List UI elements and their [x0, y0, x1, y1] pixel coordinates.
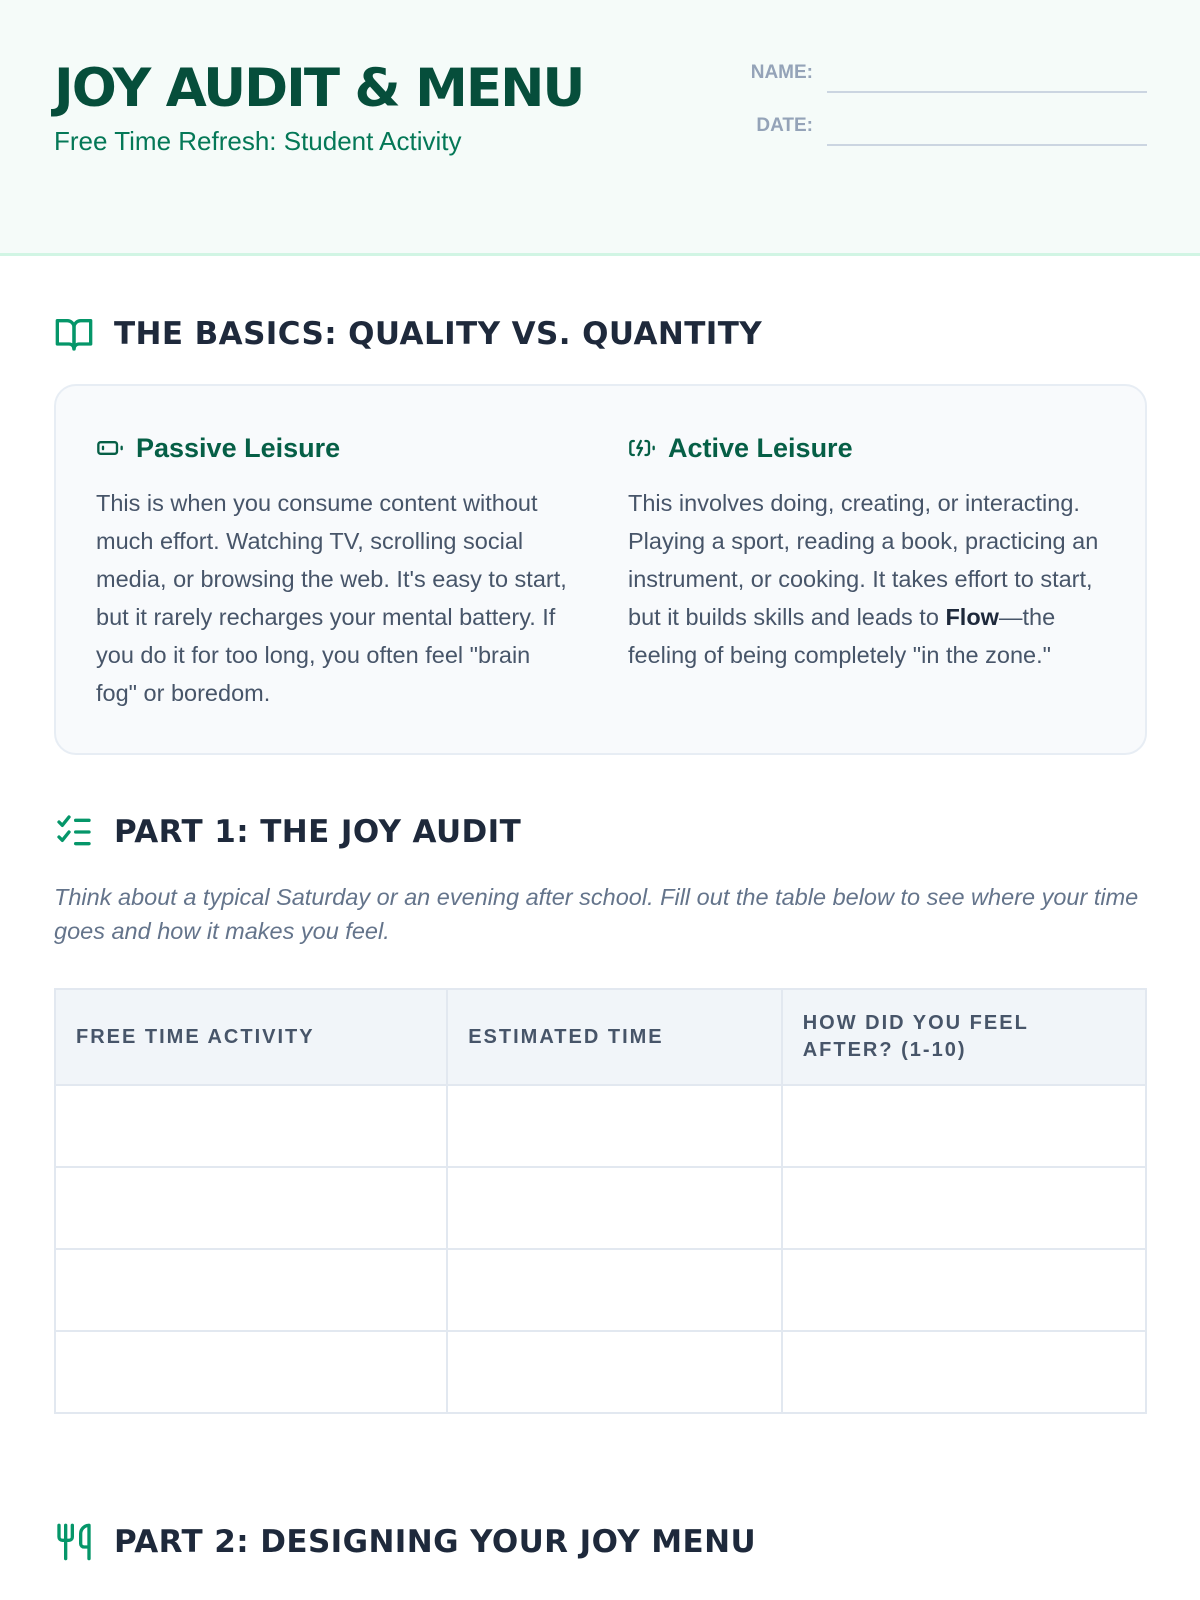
date-input-line[interactable] — [827, 144, 1147, 146]
utensils-icon — [54, 1522, 94, 1562]
part1-title: PART 1: THE JOY AUDIT — [114, 814, 522, 850]
table-row — [55, 1249, 1146, 1331]
basics-section-heading — [54, 312, 762, 356]
name-field[interactable] — [700, 56, 1147, 96]
table-row — [55, 1167, 1146, 1249]
flow-term: Flow — [945, 604, 999, 630]
active-leisure-column — [628, 430, 1108, 674]
basics-title: THE BASICS: QUALITY VS. QUANTITY — [114, 316, 763, 352]
checklist-icon — [54, 812, 94, 852]
activity-cell[interactable] — [55, 1249, 447, 1331]
book-open-icon — [54, 314, 94, 354]
activity-cell[interactable] — [55, 1085, 447, 1167]
feeling-cell[interactable] — [782, 1167, 1146, 1249]
time-cell[interactable] — [447, 1331, 781, 1413]
activity-cell[interactable] — [55, 1167, 447, 1249]
table-row — [55, 1085, 1146, 1167]
time-cell[interactable] — [447, 1249, 781, 1331]
name-input-line[interactable] — [827, 91, 1147, 93]
active-leisure-title: Active Leisure — [668, 432, 853, 463]
battery-low-icon — [96, 434, 124, 462]
part2-title: PART 2: DESIGNING YOUR JOY MENU — [114, 1524, 757, 1560]
basics-card — [54, 384, 1147, 755]
feeling-cell[interactable] — [782, 1331, 1146, 1413]
column-header-time: ESTIMATED TIME — [447, 989, 781, 1085]
activity-cell[interactable] — [55, 1331, 447, 1413]
battery-charging-icon — [628, 434, 656, 462]
column-header-feeling: HOW DID YOU FEEL AFTER? (1-10) — [782, 989, 1146, 1085]
name-label: NAME: — [750, 62, 813, 83]
date-label: DATE: — [756, 115, 813, 136]
part1-instructions: Think about a typical Saturday or an evening after school. Fill out the table below to see where your time goes and how it makes you feel. — [54, 884, 1139, 944]
table-row — [55, 1331, 1146, 1413]
feeling-cell[interactable] — [782, 1249, 1146, 1331]
column-header-activity: FREE TIME ACTIVITY — [55, 989, 447, 1085]
passive-leisure-column — [96, 430, 576, 712]
page-header — [0, 0, 1200, 256]
passive-leisure-text: This is when you consume content without much effort. Watching TV, scrolling social media, or browsing the web. It's easy to start, but it rarely recharges your mental battery. If you do it for too long, you often feel "brain fog" or boredom. — [96, 490, 567, 706]
time-cell[interactable] — [447, 1085, 781, 1167]
time-cell[interactable] — [447, 1167, 781, 1249]
table-header-row — [55, 989, 1146, 1085]
date-field[interactable] — [700, 109, 1147, 149]
feeling-cell[interactable] — [782, 1085, 1146, 1167]
joy-audit-table — [54, 988, 1147, 1414]
part2-section-heading — [54, 1520, 756, 1564]
page-subtitle: Free Time Refresh: Student Activity — [54, 126, 462, 156]
page-title: JOY AUDIT & MENU — [54, 58, 584, 119]
active-leisure-text: This involves doing, creating, or interacting. Playing a sport, reading a book, practicing an instrument, or cooking. It takes effort to start, but it builds skills and leads to Flow—the feeling of being completely "in the zone." — [628, 490, 1099, 668]
part1-section-heading — [54, 810, 521, 854]
passive-leisure-title: Passive Leisure — [136, 432, 341, 463]
